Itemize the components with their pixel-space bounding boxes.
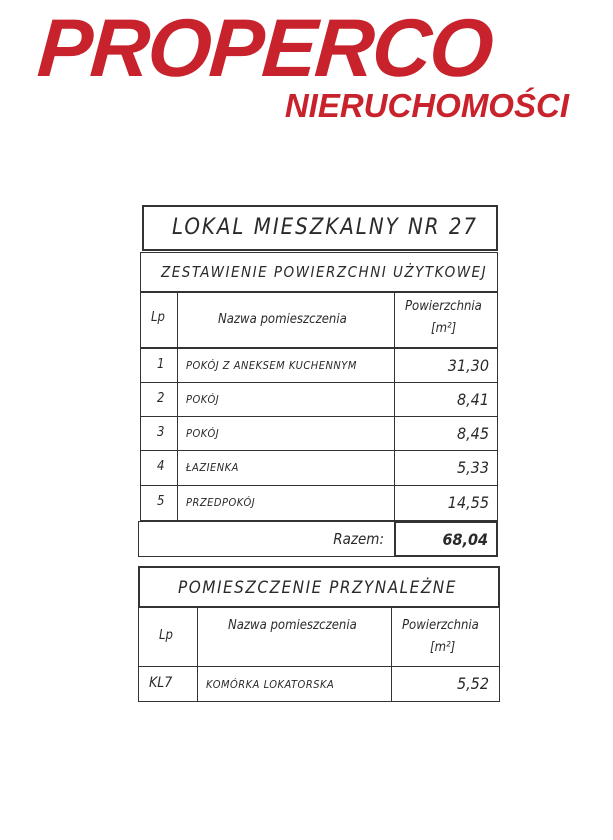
- properco-logo: [34, 3, 583, 128]
- appurtenant-title: POMIESZCZENIE PRZYNALEŻNE: [178, 578, 457, 598]
- header-name: Nazwa pomieszczenia: [228, 618, 357, 633]
- row-name: KOMÓRKA LOKATORSKA: [206, 678, 335, 691]
- unit-area-table: [140, 205, 498, 557]
- row-lp: 5: [157, 494, 165, 509]
- row-lp: 3: [157, 425, 165, 440]
- row-lp-cell: [138, 666, 198, 702]
- table-row: [140, 382, 498, 417]
- row-area-cell: [394, 382, 498, 417]
- row-area: 5,33: [456, 458, 489, 477]
- total-label-cell: [138, 521, 395, 557]
- row-name-cell: [177, 450, 395, 486]
- header-name-cell: [197, 607, 392, 667]
- row-lp-cell: [140, 416, 178, 451]
- header-area-cell: [394, 292, 498, 348]
- table-row: [138, 666, 500, 702]
- row-name: POKÓJ: [186, 427, 220, 440]
- row-area: 8,41: [456, 390, 489, 409]
- header-lp-cell: [140, 292, 178, 348]
- row-lp-cell: [140, 382, 178, 417]
- row-area: 8,45: [456, 424, 489, 443]
- appurtenant-title-box: [138, 566, 500, 608]
- row-lp-cell: [140, 485, 178, 521]
- row-name-cell: [177, 382, 395, 417]
- header-lp: Lp: [151, 310, 165, 325]
- row-name: PRZEDPOKÓJ: [186, 496, 256, 509]
- table-row: [140, 348, 498, 383]
- table-header: [138, 607, 500, 667]
- row-area-cell: [394, 416, 498, 451]
- row-name-cell: [177, 416, 395, 451]
- row-lp: 1: [157, 357, 165, 372]
- table-row: [140, 485, 498, 521]
- table-header: [140, 292, 498, 348]
- row-area-cell: [394, 348, 498, 383]
- row-lp: 4: [157, 459, 165, 474]
- header-area-unit: [m²]: [430, 640, 456, 655]
- row-area: 14,55: [447, 493, 489, 512]
- row-area: 31,30: [447, 356, 489, 375]
- row-name-cell: [197, 666, 392, 702]
- unit-subtitle: ZESTAWIENIE POWIERZCHNI UŻYTKOWEJ: [161, 263, 488, 281]
- total-value-cell: [394, 521, 498, 557]
- total-label: Razem:: [333, 530, 384, 548]
- header-lp-cell: [138, 607, 198, 667]
- header-area-label: Powierzchnia: [402, 618, 479, 633]
- logo-wordmark: PROPERCO: [34, 3, 495, 94]
- row-area-cell: [391, 666, 500, 702]
- row-lp-cell: [140, 450, 178, 486]
- row-name: ŁAZIENKA: [186, 461, 239, 474]
- header-name: Nazwa pomieszczenia: [218, 312, 347, 327]
- total-value: 68,04: [442, 530, 488, 549]
- table-row: [140, 416, 498, 451]
- header-area-unit: [m²]: [431, 321, 457, 336]
- row-name-cell: [177, 485, 395, 521]
- row-name: POKÓJ: [186, 393, 220, 406]
- header-name-cell: [177, 292, 395, 348]
- total-row: [140, 521, 498, 557]
- row-lp-cell: [140, 348, 178, 383]
- table-row: [140, 450, 498, 486]
- unit-title-box: [142, 205, 498, 251]
- appurtenant-table: [138, 566, 500, 702]
- row-name-cell: [177, 348, 395, 383]
- row-area: 5,52: [456, 674, 489, 693]
- header-lp: Lp: [159, 628, 173, 643]
- header-area-label: Powierzchnia: [405, 299, 482, 314]
- row-name: POKÓJ Z ANEKSEM KUCHENNYM: [186, 359, 357, 372]
- row-lp: 2: [157, 391, 165, 406]
- row-area-cell: [394, 485, 498, 521]
- unit-subtitle-box: [140, 252, 498, 292]
- unit-title: LOKAL MIESZKALNY NR 27: [172, 215, 479, 240]
- header-area-cell: [391, 607, 500, 667]
- logo-tagline: NIERUCHOMOŚCI: [284, 87, 569, 124]
- row-lp: KL7: [149, 675, 173, 691]
- row-area-cell: [394, 450, 498, 486]
